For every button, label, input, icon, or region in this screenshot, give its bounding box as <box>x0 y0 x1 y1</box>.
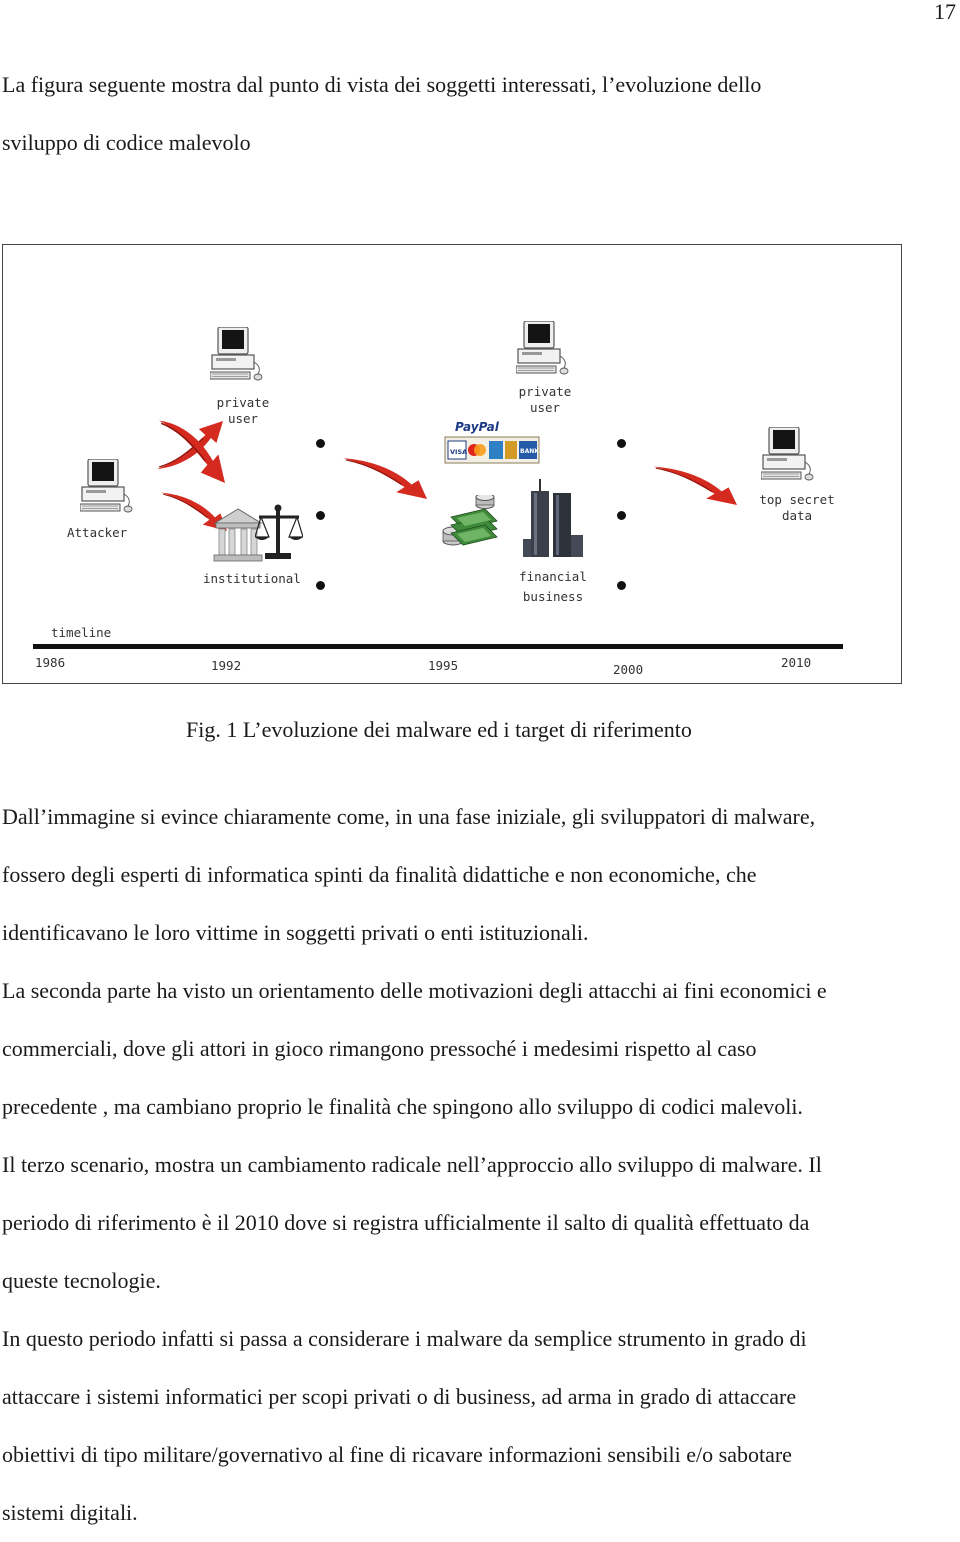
body-text <box>2 788 954 1542</box>
financial-business-label <box>505 567 601 607</box>
text-line: sistemi digitali. <box>2 1500 138 1525</box>
figure-caption: Fig. 1 L’evoluzione dei malware ed i target di riferimento <box>186 717 692 742</box>
money-stack-icon <box>441 495 499 553</box>
year-label: 2010 <box>781 655 812 670</box>
top-secret-data-label <box>751 492 843 524</box>
visa-logo-text: VISA <box>450 448 468 456</box>
intro-paragraph <box>2 56 954 172</box>
year-label: 1992 <box>211 658 242 673</box>
text-line: Il terzo scenario, mostra un cambiamento radicale nell’approccio allo sviluppo di malware. Il <box>2 1152 822 1177</box>
paypal-logo-text: PayPal <box>455 420 499 434</box>
page-number: 17 <box>934 0 956 24</box>
label-line: business <box>522 589 584 604</box>
bank-logo-text: BANK <box>520 448 539 455</box>
institutional-label: institutional <box>203 571 301 586</box>
text-line: identificavano le loro vittime in soggetti privati o enti istituzionali. <box>2 920 589 945</box>
computer-icon <box>516 321 572 377</box>
label-line: private <box>518 384 572 399</box>
computer-icon <box>761 427 817 483</box>
timeline-dot <box>316 511 325 520</box>
text-line: commerciali, dove gli attori in gioco rimangono pressoché i medesimi rispetto al caso <box>2 1036 757 1061</box>
label-line: user <box>227 411 259 426</box>
label-line: private <box>216 395 270 410</box>
timeline-dot <box>316 439 325 448</box>
label-line: user <box>529 400 561 415</box>
year-label: 1995 <box>428 658 459 673</box>
text-line: obiettivi di tipo militare/governativo al fine di ricavare informazioni sensibili e/o sabotare <box>2 1442 792 1467</box>
text-line: La seconda parte ha visto un orientamento delle motivazioni degli attacchi ai fini economici e <box>2 978 827 1003</box>
label-line: data <box>781 508 813 523</box>
scales-icon <box>255 503 303 561</box>
label-line: top secret <box>759 492 835 507</box>
text-line: precedente , ma cambiano proprio le finalità che spingono allo sviluppo di codici malevoli. <box>2 1094 803 1119</box>
text-line: queste tecnologie. <box>2 1268 161 1293</box>
computer-icon <box>80 459 136 515</box>
attacker-label: Attacker <box>67 525 128 540</box>
timeline-label: timeline <box>51 625 112 640</box>
text-line: Dall’immagine si evince chiaramente come, in una fase iniziale, gli sviluppatori di malware, <box>2 804 816 829</box>
timeline-dot <box>617 511 626 520</box>
timeline-dot <box>617 439 626 448</box>
year-label: 2000 <box>613 662 644 677</box>
text-line: In questo periodo infatti si passa a considerare i malware da semplice strumento in grado di <box>2 1326 807 1351</box>
curved-arrow-icon <box>649 459 741 509</box>
text-line: periodo di riferimento è il 2010 dove si registra ufficialmente il salto di qualità effettuato da <box>2 1210 810 1235</box>
label-line: financial <box>519 569 587 584</box>
curved-arrow-icon <box>339 451 429 501</box>
paypal-cards-icon <box>443 417 541 465</box>
malware-evolution-figure <box>2 244 902 684</box>
timeline-dot <box>316 581 325 590</box>
text-line: attaccare i sistemi informatici per scopi privati o di business, ad arma in grado di attaccare <box>2 1384 797 1409</box>
private-user-label <box>505 384 585 416</box>
private-user-label <box>203 395 283 427</box>
timeline-bar <box>33 644 843 649</box>
year-label: 1986 <box>35 655 66 670</box>
text-line: La figura seguente mostra dal punto di vista dei soggetti interessati, l’evoluzione dello <box>2 72 762 97</box>
text-line: fossero degli esperti di informatica spinti da finalità didattiche e non economiche, che <box>2 862 757 887</box>
text-line: sviluppo di codice malevolo <box>2 130 251 155</box>
twin-towers-icon <box>521 479 585 559</box>
timeline-dot <box>617 581 626 590</box>
computer-icon <box>210 327 266 383</box>
